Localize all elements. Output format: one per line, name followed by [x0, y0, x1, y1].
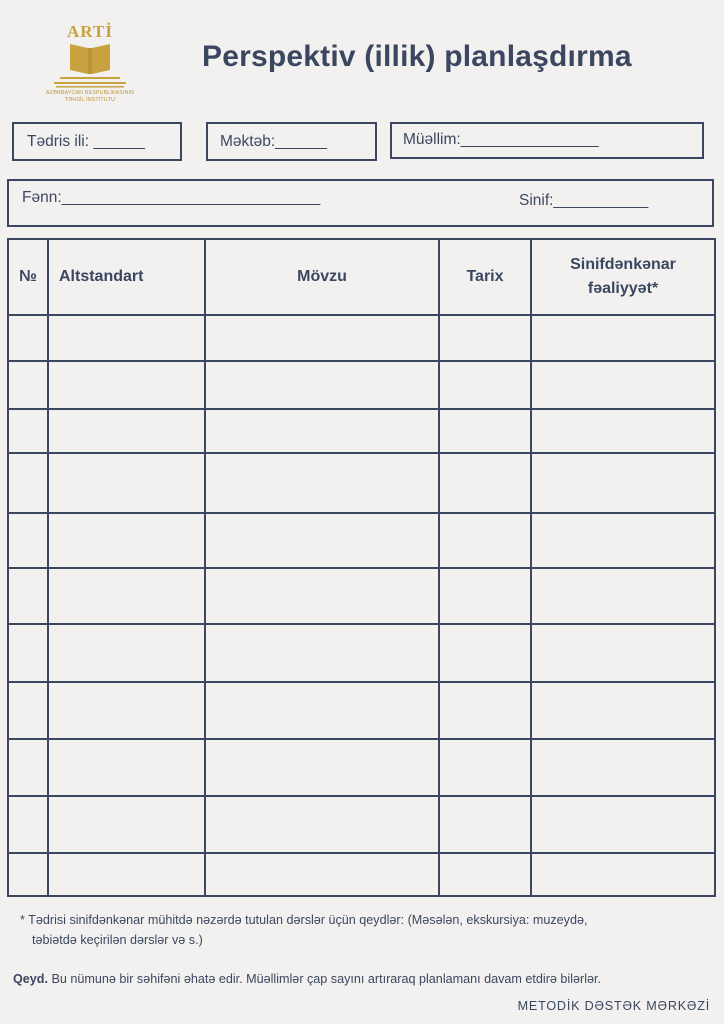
teacher-field[interactable]	[390, 122, 704, 159]
book-icon	[36, 22, 144, 90]
note	[13, 972, 601, 986]
footnote-line-1: * Tədrisi sinifdənkənar mühitdə nəzərdə tutulan dərslər üçün qeydlər: (Məsələn, ekskursiya: muzeydə,	[20, 913, 588, 927]
note-text: Bu nümunə bir səhifəni əhatə edir. Müəllimlər çap sayını artıraraq planlamanı davam etdirə bilərlər.	[48, 972, 602, 986]
logo-subtitle-1: AZƏRBAYCAN RESPUBLİKASININ	[45, 90, 135, 96]
arti-logo	[36, 22, 144, 102]
year-field[interactable]	[12, 122, 182, 161]
note-label: Qeyd.	[13, 972, 48, 986]
footnote	[20, 910, 710, 950]
year-field-label: Tədris ili: ______	[27, 133, 146, 150]
logo-subtitle-2: TƏHSİL İNSTİTUTU	[64, 97, 116, 103]
header-topic: Mövzu	[205, 239, 439, 315]
grade-field-label: Sinif:___________	[519, 192, 649, 209]
table-row[interactable]	[8, 796, 715, 853]
page-title: Perspektiv (illik) planlaşdırma	[202, 40, 632, 73]
table-row[interactable]	[8, 853, 715, 896]
table-header-row	[8, 239, 715, 315]
footnote-line-2: təbiətdə keçirilən dərslər və s.)	[32, 933, 203, 947]
header-date: Tarix	[439, 239, 531, 315]
subject-grade-field[interactable]	[7, 179, 714, 227]
table-row[interactable]	[8, 624, 715, 682]
table-row[interactable]	[8, 568, 715, 624]
header-extracurricular: Sinifdənkənar fəaliyyət*	[531, 239, 715, 315]
table-row[interactable]	[8, 513, 715, 568]
table-row[interactable]	[8, 739, 715, 796]
table-row[interactable]	[8, 682, 715, 739]
table-row[interactable]	[8, 453, 715, 513]
header-substandard: Altstandart	[48, 239, 205, 315]
subject-field-label: Fənn:______________________________	[22, 189, 321, 206]
logo-name: ARTİ	[67, 22, 113, 41]
table-row[interactable]	[8, 315, 715, 361]
school-field-label: Məktəb:______	[220, 133, 327, 150]
table-row[interactable]	[8, 361, 715, 409]
table-row[interactable]	[8, 409, 715, 453]
footer-center-name: METODİK DƏSTƏK MƏRKƏZİ	[517, 999, 710, 1013]
plan-table	[7, 238, 716, 897]
school-field[interactable]	[206, 122, 377, 161]
header-number: №	[8, 239, 48, 315]
teacher-field-label: Müəllim:________________	[403, 131, 599, 148]
